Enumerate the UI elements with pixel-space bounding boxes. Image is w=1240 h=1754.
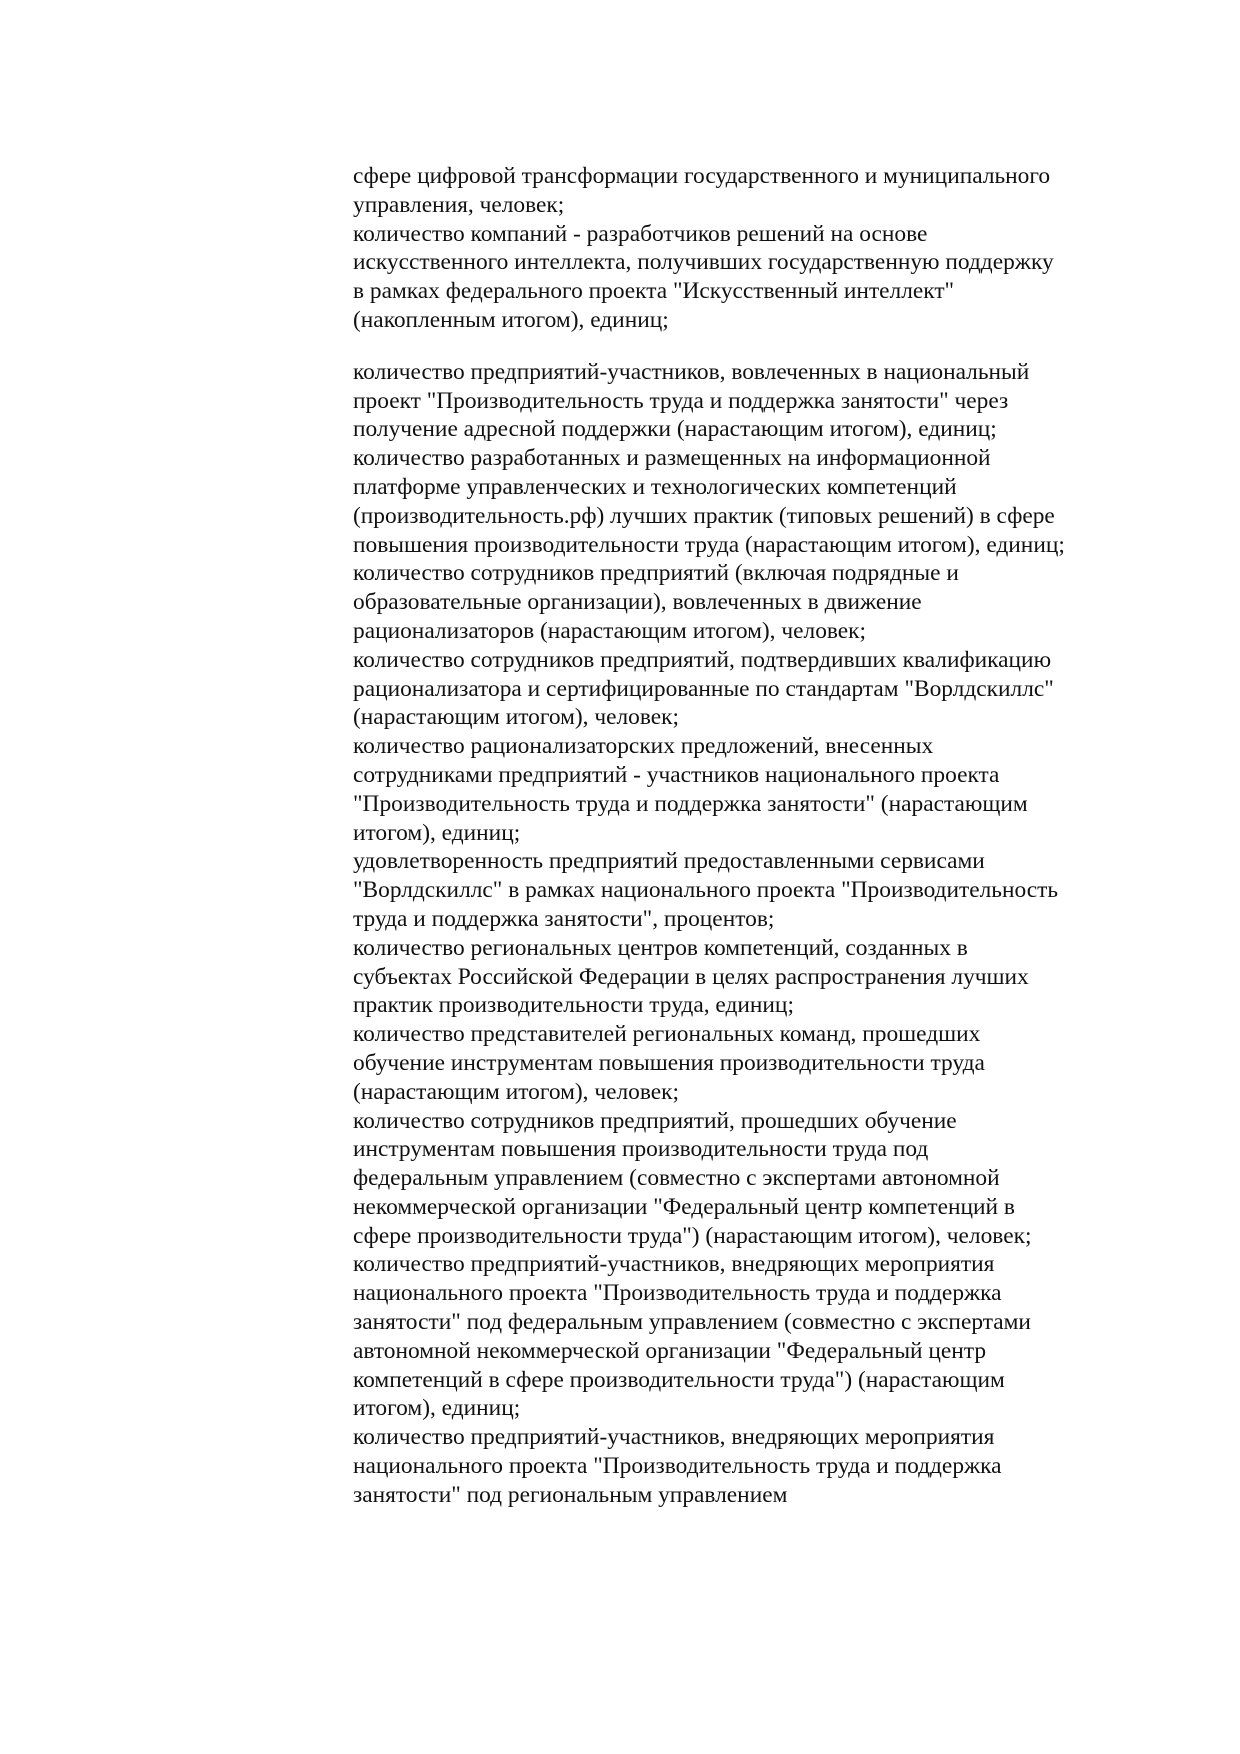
paragraph-best-practices: количество разработанных и размещенных на информационной платформе управленческих и технологических компетенций (производительность.рф) лучших практик (типовых решений) в сфере повышения производительности труда (нарастающим итогом), единиц;	[353, 445, 1065, 558]
paragraph-participating-enterprises: количество предприятий-участников, вовлеченных в национальный проект "Производительность труда и поддержка занятости" через получение адресной поддержки (нарастающим итогом), единиц;	[353, 358, 1030, 443]
paragraph-rationalizers-movement: количество сотрудников предприятий (включая подрядные и образовательные организации), вовлеченных в движение рационализаторов (нарастающим итогом), человек;	[353, 560, 959, 644]
paragraph-regional-centers: количество региональных центров компетенций, созданных в субъектах Российской Федерации в целях распространения лучших практик производительности труда, единиц;	[353, 934, 1029, 1019]
paragraph-rationalization-proposals: количество рационализаторских предложений, внесенных сотрудниками предприятий - участников национального проекта "Производительность труда и поддержка занятости" (нарастающим итогом), единиц;	[353, 733, 1028, 846]
document-text-column	[353, 162, 1068, 1510]
paragraph-regional-management-enterprises: количество предприятий-участников, внедряющих мероприятия национального проекта "Производительность труда и поддержка занятости" под региональным управлением	[353, 1424, 1002, 1508]
paragraph-ai-companies: количество компаний - разработчиков решений на основе искусственного интеллекта, получивших государственную поддержку в рамках федерального проекта "Искусственный интеллект" (накопленным итогом), единиц;	[353, 220, 1054, 333]
paragraph-digital-transformation: сфере цифровой трансформации государственного и муниципального управления, человек;	[353, 163, 1051, 218]
paragraph-federal-training: количество сотрудников предприятий, прошедших обучение инструментам повышения производительности труда под федеральным управлением (совместно с экспертами автономной некоммерческой организации "Федеральный центр компетенций в сфере производительности труда") (нарастающим итогом), человек;	[353, 1107, 1032, 1249]
paragraph-certified-rationalizers: количество сотрудников предприятий, подтвердивших квалификацию рационализатора и сертифицированные по стандартам "Ворлдскиллс" (нарастающим итогом), человек;	[353, 646, 1054, 731]
paragraph-federal-management-enterprises: количество предприятий-участников, внедряющих мероприятия национального проекта "Производительность труда и поддержка занятости" под федеральным управлением (совместно с экспертами автономной некоммерческой организации "Федеральный центр компетенций в сфере производительности труда") (нарастающим итогом), единиц;	[353, 1251, 1031, 1422]
paragraph-worldskills-satisfaction: удовлетворенность предприятий предоставленными сервисами "Ворлдскиллс" в рамках национального проекта "Производительность труда и поддержка занятости", процентов;	[353, 848, 1059, 932]
paragraph-regional-team-training: количество представителей региональных команд, прошедших обучение инструментам повышения производительности труда (нарастающим итогом), человек;	[353, 1021, 985, 1105]
paragraph-gap	[353, 335, 1068, 358]
